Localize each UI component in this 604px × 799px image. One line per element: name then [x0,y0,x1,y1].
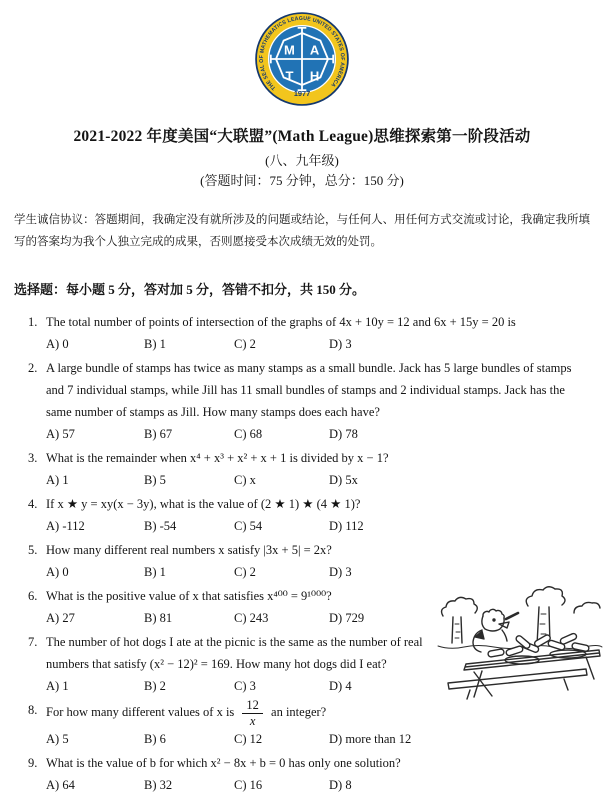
option-d: D) 5x [329,473,358,487]
question-text: A large bundle of stamps has twice as many stamps as a small bundle. Jack has 5 large bundles of stamps and 7 individual stamps, while Jill has 11 small bundles of stamps and 2 individual stamps. Jack has the same number of stamps as Jill. How many stamps does each have? [46,361,572,419]
option-d: D) 3 [329,565,352,579]
question-text: If x ★ y = xy(x − 3y), what is the value of (2 ★ 1) ★ (4 ★ 1)? [46,497,361,511]
option-c: C) x [234,473,256,487]
options-row [28,333,590,355]
option-c: C) 3 [234,679,256,693]
logo-row [0,0,604,111]
question-4 [28,493,590,537]
seal-year: 1977 [293,88,311,98]
option-b: B) 1 [144,565,166,579]
option-a: A) -112 [46,519,85,533]
question-text: How many different real numbers x satisfy |3x + 5| = 2x? [46,543,332,557]
question-text: The total number of points of intersection of the graphs of 4x + 10y = 12 and 6x + 15y = 20 is [46,315,516,329]
option-b: B) 6 [144,732,166,747]
question-3 [28,447,590,491]
fraction-denominator: x [249,714,256,729]
option-b: B) -54 [144,519,177,533]
question-1 [28,311,590,355]
option-d: D) 112 [329,519,364,533]
question-text [46,699,590,728]
question-number: 7. [28,635,38,649]
question-number: 6. [28,589,38,603]
seal-letter-a: A [309,42,320,58]
option-a: A) 5 [46,732,69,747]
question-number: 5. [28,543,38,557]
option-a: A) 0 [46,337,69,351]
question-list [28,311,590,796]
question-9 [28,752,590,796]
question-number: 3. [28,451,38,465]
option-a: A) 64 [46,778,75,793]
option-c: C) 2 [234,565,256,579]
option-a: A) 27 [46,611,75,625]
question-5 [28,539,590,583]
page-title: 2021-2022 年度美国“大联盟”(Math League)思维探索第一阶段活动 [73,128,531,145]
grade-subtitle: (八、九年级) [265,153,339,168]
option-d: D) 8 [329,778,352,793]
option-b: B) 32 [144,778,173,793]
option-a: A) 1 [46,679,69,693]
hot-dog-picnic-cartoon-image [436,586,604,700]
option-b: B) 67 [144,427,173,441]
question-text: What is the positive value of x that satisfies x⁴⁰⁰ = 9¹⁰⁰⁰? [46,589,332,603]
option-c: C) 12 [234,732,263,747]
seal-ring-text: THE SEAL OF MATHEMATICS LEAGUE UNITED STATES OF AMERICA [258,15,346,91]
options-row [28,423,590,445]
options-row [28,728,590,750]
option-a: A) 57 [46,427,75,441]
option-c: C) 54 [234,519,263,533]
option-d: D) more than 12 [329,732,412,747]
fraction [242,699,263,728]
options-row [28,515,590,537]
math-league-seal-logo [250,7,354,111]
seal-letter-m: M [284,42,295,58]
question-number: 2. [28,361,38,375]
question-text-before: For how many different values of x is [46,705,235,720]
question-text: What is the value of b for which x² − 8x + b = 0 has only one solution? [46,756,401,771]
option-c: C) 16 [234,778,263,793]
option-b: B) 5 [144,473,166,487]
option-d: D) 3 [329,337,352,351]
question-number: 8. [28,703,38,717]
question-text-after: an integer? [271,705,327,720]
question-8 [28,699,590,750]
section-header: 选择题：每小题 5 分，答对加 5 分，答错不扣分，共 150 分。 [14,282,366,297]
option-b: B) 2 [144,679,166,693]
seal-letter-h: H [309,68,320,84]
option-a: A) 1 [46,473,69,487]
question-text: What is the remainder when x⁴ + x³ + x² + x + 1 is divided by x − 1? [46,451,389,465]
option-c: C) 2 [234,337,256,351]
question-number: 9. [28,756,38,771]
option-d: D) 78 [329,427,358,441]
time-score-subtitle: (答题时间：75 分钟，总分：150 分) [200,173,404,188]
option-d: D) 4 [329,679,352,693]
option-b: B) 81 [144,611,173,625]
options-row [28,774,590,796]
seal-letter-t: T [285,68,294,84]
option-a: A) 0 [46,565,69,579]
options-row [28,469,590,491]
option-c: C) 243 [234,611,269,625]
option-b: B) 1 [144,337,166,351]
question-text: The number of hot dogs I ate at the picnic is the same as the number of real numbers that satisfy (x² − 12)² = 169. How many hot dogs did I eat? [46,635,423,671]
question-2 [28,357,590,445]
option-d: D) 729 [329,611,365,625]
option-c: C) 68 [234,427,263,441]
integrity-notice: 学生诚信协议：答题期间，我确定没有就所涉及的问题或结论，与任何人、用任何方式交流或讨论，我确定我所填写的答案均为我个人独立完成的成果，否则愿接受本次成绩无效的处罚。 [14,214,590,248]
options-row [28,561,590,583]
question-number: 1. [28,315,38,329]
question-number: 4. [28,497,38,511]
fraction-numerator: 12 [242,699,263,714]
